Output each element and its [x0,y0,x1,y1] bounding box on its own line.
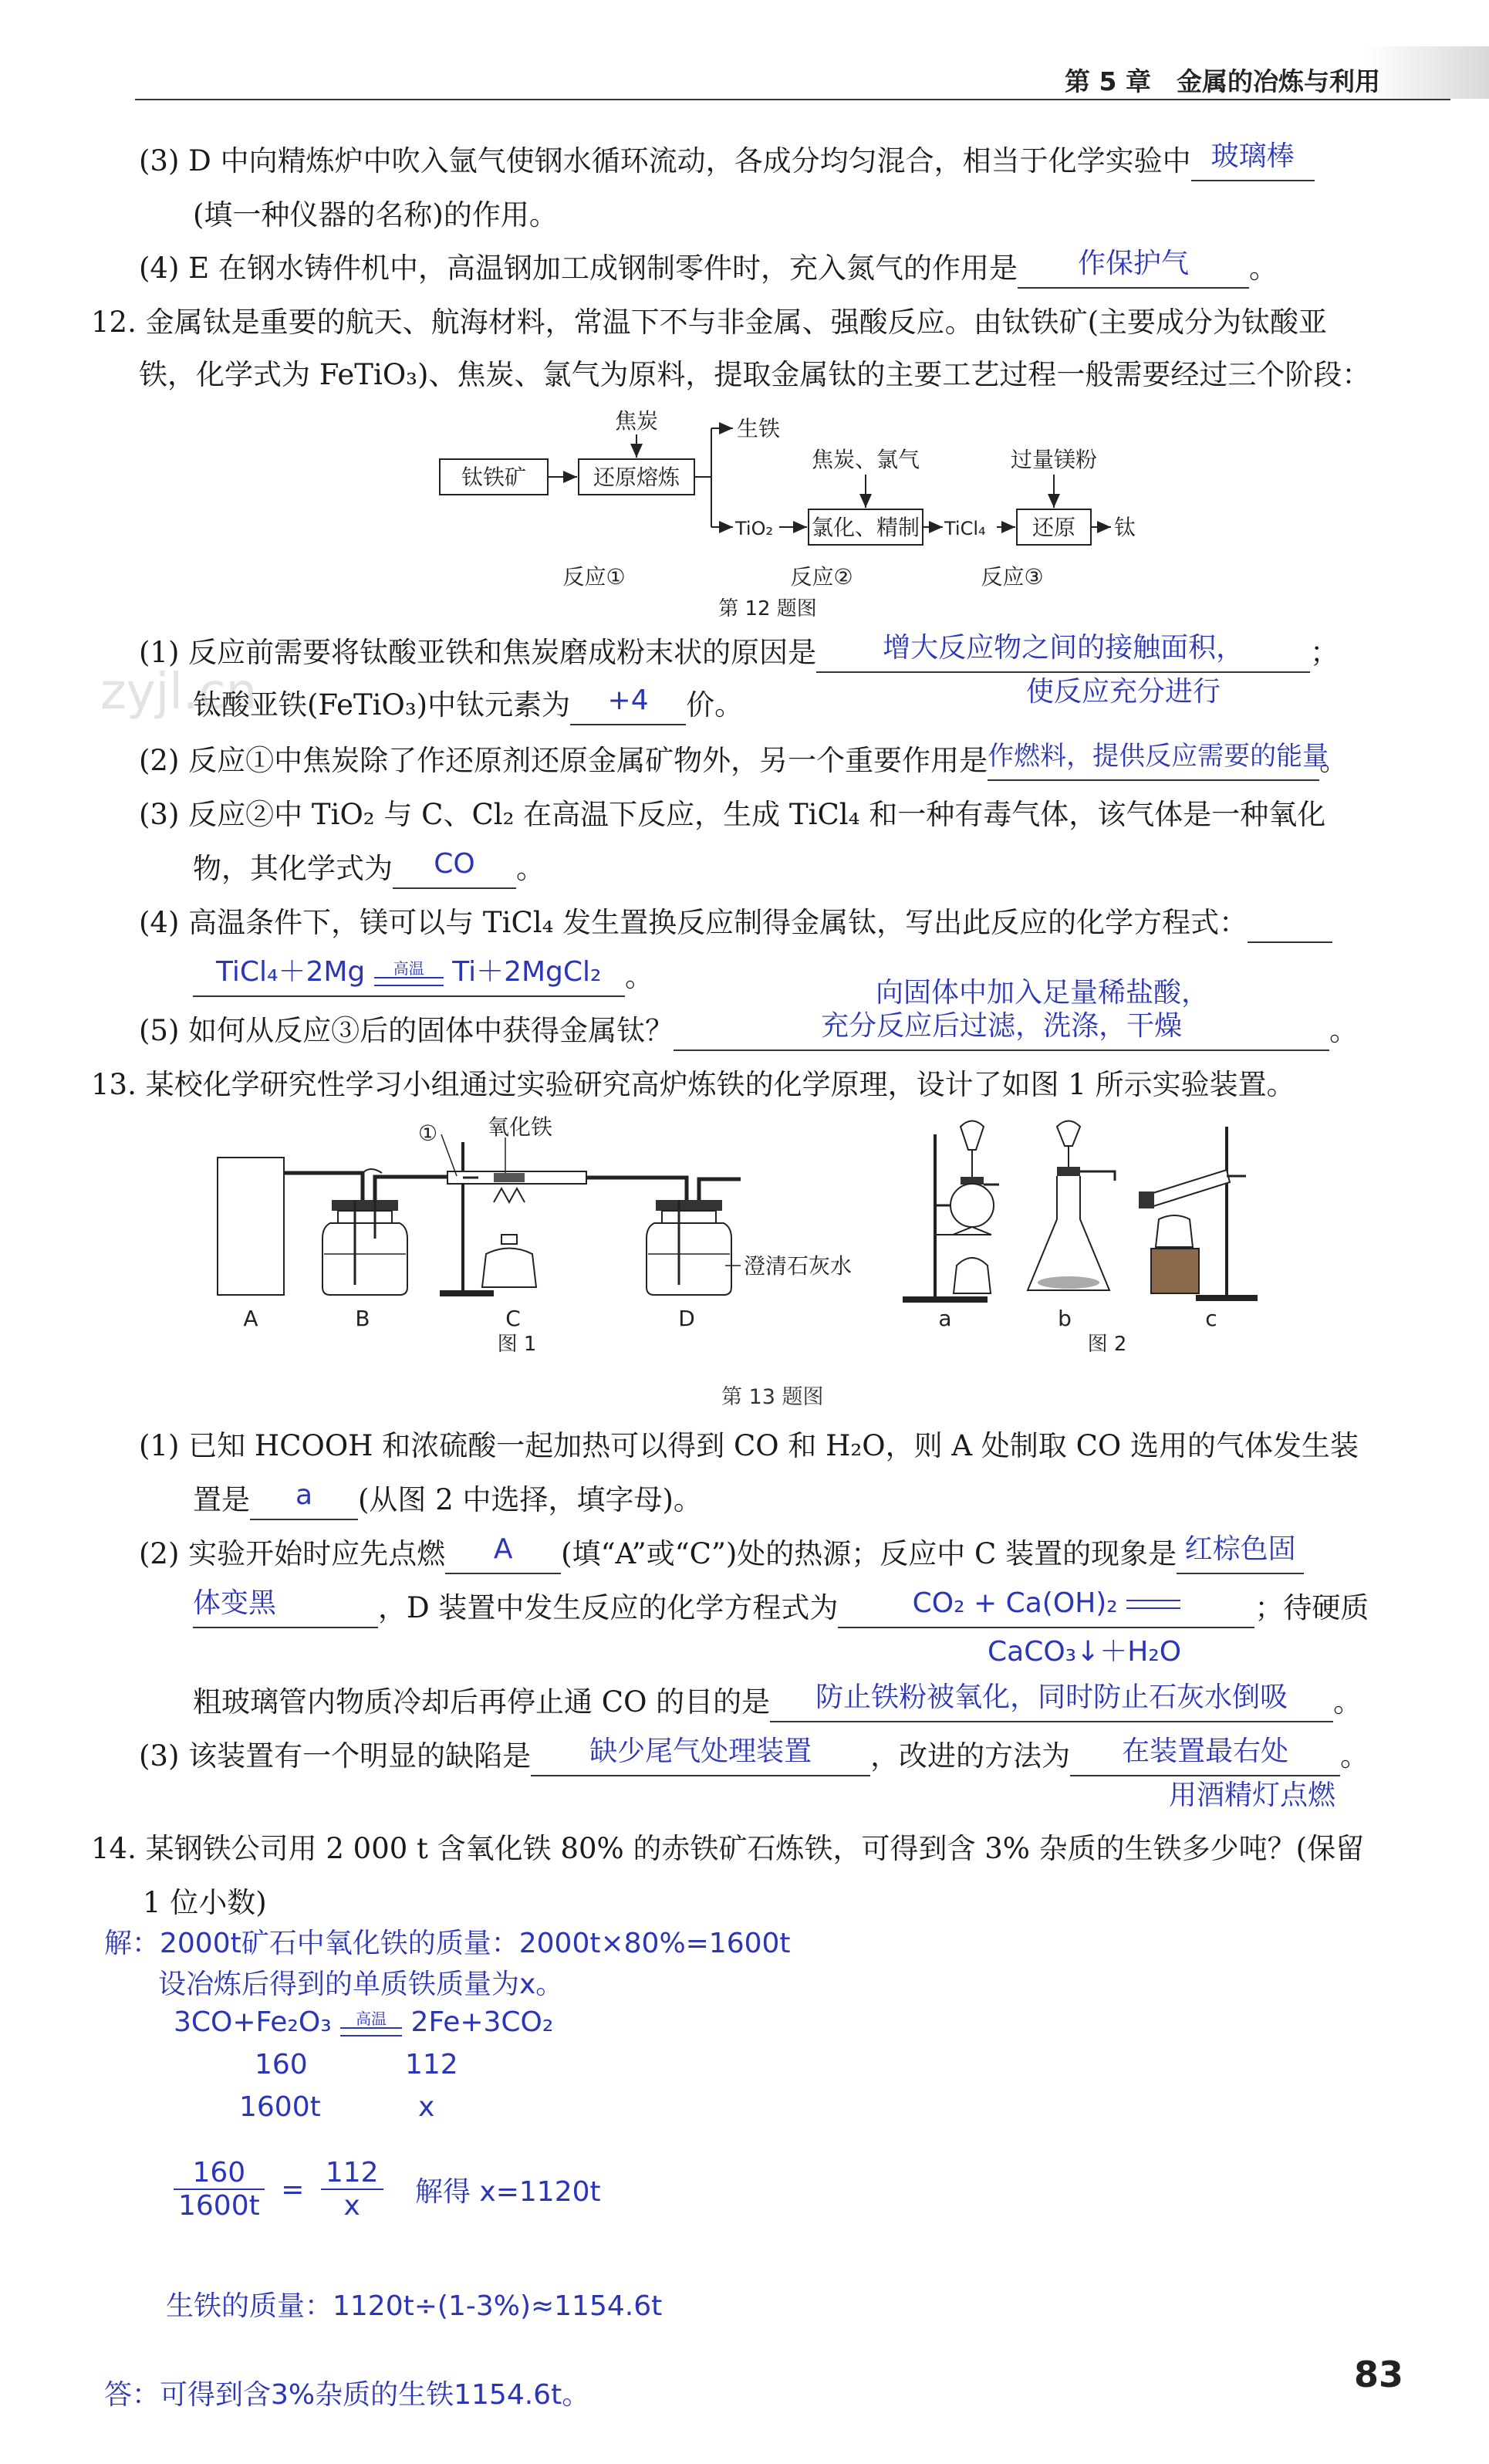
q14-frac2: $\frac{112}{x}$ [321,2157,383,2222]
q12-stem2: 铁，化学式为 FeTiO₃)、焦炭、氯气为原料，提取金属钛的主要工艺过程一般需要经过三个阶段： [139,358,1371,391]
label-iron-oxide: 氧化铁 [488,1114,553,1140]
q14-m2: 112 [405,2049,458,2080]
label-pig-iron: 生铁 [737,416,781,441]
q12-p4-cond: 高温 [374,960,444,986]
q12-p1-blank: 增大反应物之间的接触面积， [816,637,1310,673]
q12-p5-blank: 充分反应后过滤，洗涤，干燥 [674,1016,1329,1051]
q11-p4: (4) E 在钢水铸件机中，高温钢加工成钢制零件时，充入氮气的作用是 作保护气 。 [139,248,1278,289]
apparatus-b [1028,1121,1115,1291]
header-shade [1366,46,1489,99]
q12-stem1: 12. 金属钛是重要的航天、航海材料，常温下不与非金属、强酸反应。由钛铁矿(主要成分为钛酸亚 [91,306,1328,339]
q13-p2-blank-d: CO₂ + Ca(OH)₂ [838,1593,1254,1628]
q14-m1: 160 [255,2049,308,2080]
q14-sol1: 解：2000t矿石中氧化铁的质量：2000t×80%=1600t [104,1928,791,1959]
q13-p2-line2: 体变黑 ，D 装置中发生反应的化学方程式为 CO₂ + Ca(OH)₂ ；待硬质 [193,1588,1369,1628]
label-c: c [1205,1306,1217,1331]
label-reduce: 还原 [1031,515,1076,540]
q14-equation: 3CO+Fe₂O₃ 高温 2Fe+3CO₂ [174,2006,554,2038]
q14-v1: 1600t [239,2091,321,2123]
apparatus-D [647,1179,741,1295]
label-ti: 钛 [1114,515,1136,540]
q12-p4-blank-a [1248,908,1332,943]
q14-stem1: 14. 某钢铁公司用 2 000 t 含氧化铁 80% 的赤铁矿石炼铁，可得到含 3% 杂质的生铁多少吨？(保留 [91,1832,1365,1865]
q13-p3-blank-a: 缺少尾气处理装置 [531,1741,870,1776]
q13-p2-eq2: CaCO₃↓＋H₂O [988,1636,1182,1668]
q14-pig: 生铁的质量：1120t÷(1-3%)≈1154.6t [166,2290,663,2322]
label-C: C [505,1306,521,1331]
q13-p2-blank-b: 红棕色固 [1177,1539,1304,1574]
label-b: b [1058,1306,1072,1331]
q13-p2-blank-e: 防止铁粉被氧化，同时防止石灰水倒吸 [770,1687,1333,1722]
q12-p3-blank: CO [393,853,516,889]
q12-p3-line2: 物，其化学式为 CO 。 [193,849,545,889]
label-1: ① [418,1120,438,1146]
q11-p3-blank: 玻璃棒 [1191,146,1315,181]
q12-p5: (5) 如何从反应③后的固体中获得金属钛？ 充分反应后过滤，洗涤，干燥 。 [139,1011,1358,1051]
q13-p2-blank-c: 体变黑 [193,1593,378,1628]
q13-apparatus-figure [208,1111,1288,1374]
watermark: zyjl.cn [100,664,258,721]
q12-p4-line2: TiCl₄＋2Mg 高温 Ti＋2MgCl₂ 。 [193,957,653,997]
label-A: A [243,1306,258,1331]
q12-p3-line1: (3) 反应②中 TiO₂ 与 C、Cl₂ 在高温下反应，生成 TiCl₄ 和一种有毒气体，该气体是一种氧化 [139,798,1326,831]
q14-answer: 答：可得到含3%杂质的生铁1154.6t。 [104,2379,590,2411]
label-r3: 反应③ [981,564,1044,590]
q14-sol2: 设冶炼后得到的单质铁质量为x。 [158,1969,564,2000]
q12-p1b-blank: +4 [570,690,686,725]
label-fig2: 图 2 [1087,1333,1127,1356]
label-B: B [355,1306,370,1331]
q11-p3-line1: (3) D 中向精炼炉中吹入氩气使钢水循环流动，各成分均匀混合，相当于化学实验中 玻璃棒 [139,141,1315,181]
q12-process-diagram [417,405,1157,637]
page-number: 83 [1354,2354,1404,2395]
label-r1: 反应① [562,564,626,590]
q13-p1-line1: (1) 已知 HCOOH 和浓硫酸一起加热可以得到 CO 和 H₂O，则 A 处制取 CO 选用的气体发生装 [139,1429,1359,1462]
q11-p3-line2: (填一种仪器的名称)的作用。 [193,198,558,232]
q14-frac1: $\frac{160}{1600t}$ [174,2157,265,2222]
q13-p2-line3: 粗玻璃管内物质冷却后再停止通 CO 的目的是 防止铁粉被氧化，同时防止石灰水倒吸 。 [193,1682,1362,1722]
q13-p1-line2: 置是 a (从图 2 中选择，填字母)。 [193,1480,702,1520]
q12-p2-blank: 作燃料，提供反应需要的能量 [988,745,1319,781]
label-reduce-smelt: 还原熔炼 [593,465,680,490]
label-coke-cl2: 焦炭、氯气 [811,447,920,472]
label-r2: 反应② [790,564,853,590]
label-ore: 钛铁矿 [461,465,527,490]
q12-caption: 第 12 题图 [718,597,817,620]
q12-p1-ans2: 使反应充分进行 [1026,676,1221,708]
apparatus-A [218,1158,284,1295]
chapter-header: 第 5 章 金属的冶炼与利用 [1065,66,1380,96]
q13-p3-ans2b: 用酒精灯点燃 [1169,1780,1336,1811]
label-chlorinate: 氯化、精制 [811,515,920,540]
q14-stem2: 1 位小数) [143,1886,267,1919]
header-rule [135,99,1450,100]
q11-p4-blank: 作保护气 [1018,253,1249,289]
q14-eq-cond: 高温 [340,2010,402,2036]
label-ticl4: TiCl₄ [944,518,986,539]
apparatus-B [322,1177,447,1295]
q14-v2: x [418,2091,435,2123]
q12-p2: (2) 反应①中焦炭除了作还原剂还原金属矿物外，另一个重要作用是 作燃料，提供反应需要的能量 。 [139,741,1348,781]
q14-proportion: $\frac{160}{1600t}$ = $\frac{112}{x}$ 解得 x=1120t [174,2157,601,2222]
label-excess-mg: 过量镁粉 [1010,447,1098,472]
q12-p5-ans1: 向固体中加入足量稀盐酸， [876,977,1210,1009]
q12-p1b: 钛酸亚铁(FeTiO₃)中钛元素为 +4 价。 [193,685,743,725]
q12-p4-blank-b: TiCl₄＋2Mg 高温 Ti＋2MgCl₂ [193,962,625,997]
label-limewater: 澄清石灰水 [744,1253,853,1279]
label-D: D [678,1306,695,1331]
q13-p2-line1: (2) 实验开始时应先点燃 A (填“A”或“C”)处的热源；反应中 C 装置的现象是 红棕色固 [139,1534,1304,1574]
q13-eq-mark [1126,1600,1180,1609]
q13-caption: 第 13 题图 [721,1385,824,1409]
apparatus-a [903,1121,999,1303]
label-tio2: TiO₂ [735,518,774,539]
q13-p2-blank-a: A [445,1539,561,1574]
apparatus-c [1139,1127,1258,1301]
q12-p1: (1) 反应前需要将钛酸亚铁和焦炭磨成粉末状的原因是 增大反应物之间的接触面积， ； [139,633,1339,673]
q13-p3: (3) 该装置有一个明显的缺陷是 缺少尾气处理装置 ，改进的方法为 在装置最右处 。 [139,1736,1369,1776]
q12-p4-line1: (4) 高温条件下，镁可以与 TiCl₄ 发生置换反应制得金属钛，写出此反应的化学方程式： [139,903,1332,943]
label-a: a [938,1306,952,1331]
label-coke: 焦炭 [614,408,659,434]
q13-p3-blank-b: 在装置最右处 [1070,1741,1340,1776]
label-fig1: 图 1 [497,1333,537,1356]
q13-p1-blank: a [250,1485,358,1520]
q13-stem: 13. 某校化学研究性学习小组通过实验研究高炉炼铁的化学原理，设计了如图 1 所示实验装置。 [91,1068,1295,1101]
